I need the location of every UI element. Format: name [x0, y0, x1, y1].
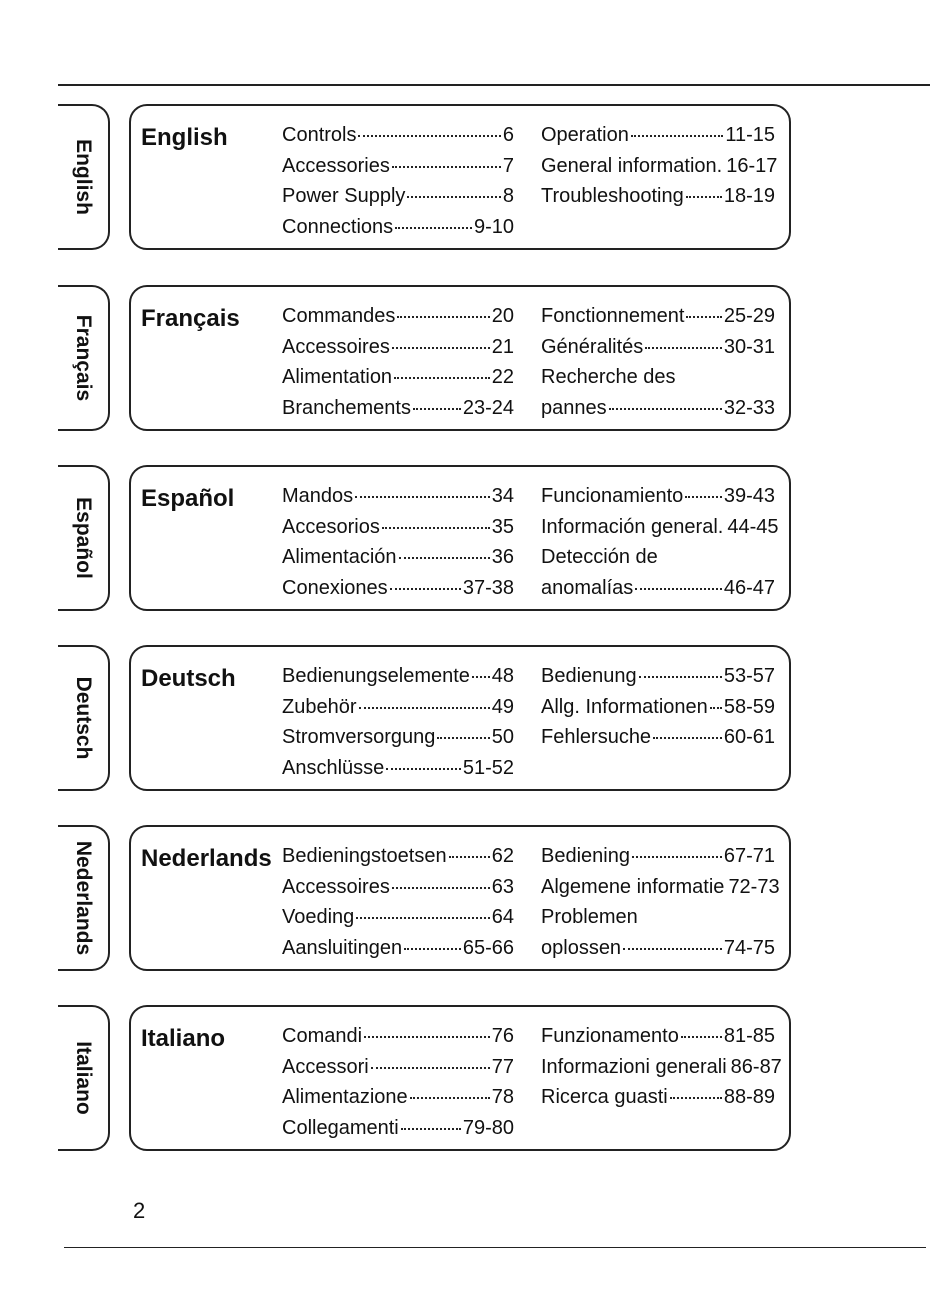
toc-entry[interactable] — [282, 1021, 514, 1052]
toc-entry-page: 25-29 — [723, 305, 775, 327]
toc-entry-page: 9-10 — [473, 215, 514, 238]
toc-entry-title: pannes — [541, 396, 607, 419]
toc-entry-page: 63 — [491, 875, 514, 898]
dot-leader — [710, 707, 722, 709]
toc-entry-title: Alimentación — [282, 546, 397, 568]
toc-entry[interactable] — [541, 722, 775, 753]
toc-entry-page: 77 — [491, 1055, 514, 1078]
toc-entry-title: Accessoires — [282, 335, 390, 358]
toc-entry-title: Connections — [282, 215, 394, 238]
toc-entry-title: oplossen — [541, 936, 622, 959]
toc-entry[interactable] — [282, 181, 514, 212]
toc-entry-title: Accesorios — [282, 515, 380, 538]
toc-entry-title: Accessories — [282, 154, 390, 177]
dot-leader — [410, 1097, 490, 1099]
toc-left-column — [282, 481, 514, 603]
toc-entry-title: Información general. — [541, 515, 724, 538]
dot-leader — [681, 1036, 722, 1038]
toc-entry-title: Voeding — [282, 906, 355, 928]
toc-entry-page: 60-61 — [723, 726, 775, 748]
language-tab-label: English — [72, 139, 95, 215]
toc-entry-page: 86-87 — [730, 1055, 782, 1078]
toc-entry[interactable] — [282, 1052, 514, 1083]
toc-box — [129, 285, 791, 431]
toc-entry-page: 7 — [502, 154, 514, 177]
toc-entry-page: 46-47 — [723, 576, 775, 599]
toc-entry-page: 11-15 — [725, 124, 775, 146]
dot-leader — [399, 557, 490, 559]
toc-entry-title: Généralités — [541, 335, 644, 358]
toc-right-column — [541, 481, 779, 603]
dot-leader — [392, 347, 490, 349]
toc-entry-title: Fonctionnement — [541, 305, 685, 327]
toc-left-column — [282, 301, 514, 423]
toc-entry[interactable] — [541, 1082, 775, 1113]
language-tab[interactable] — [58, 645, 110, 791]
dot-leader — [358, 135, 500, 137]
toc-entry-page: 18-19 — [723, 185, 775, 207]
language-heading: Nederlands — [141, 845, 272, 872]
toc-entry-title: Accessoires — [282, 875, 390, 898]
toc-left-column — [282, 661, 514, 783]
toc-entry-title: Conexiones — [282, 576, 388, 599]
toc-entry-page: 36 — [491, 546, 514, 568]
toc-entry-page: 30-31 — [723, 335, 775, 358]
language-tab[interactable] — [58, 825, 110, 971]
toc-entry-title: Bedienungselemente — [282, 665, 470, 687]
toc-entry-title: Informazioni generali — [541, 1055, 727, 1078]
toc-entry-page: 21 — [491, 335, 514, 358]
toc-entry[interactable] — [282, 722, 514, 753]
toc-entry[interactable] — [541, 1021, 775, 1052]
toc-entry[interactable] — [541, 393, 775, 424]
toc-entry-page: 81-85 — [723, 1025, 775, 1047]
toc-entry-page: 32-33 — [723, 396, 775, 419]
toc-entry-title: Recherche des — [541, 366, 676, 388]
toc-entry-title: Stromversorgung — [282, 726, 436, 748]
dot-leader — [392, 166, 501, 168]
toc-box — [129, 104, 791, 250]
toc-entry-title: Comandi — [282, 1025, 363, 1047]
toc-entry-page: 64 — [491, 906, 514, 928]
language-tab-label: Italiano — [72, 1041, 95, 1115]
toc-entry[interactable] — [282, 692, 514, 723]
top-rule — [58, 84, 930, 86]
toc-entry[interactable] — [282, 481, 514, 512]
toc-entry[interactable] — [282, 1082, 514, 1113]
dot-leader — [397, 316, 489, 318]
toc-entry-page: 8 — [502, 185, 514, 207]
toc-entry-page: 22 — [491, 366, 514, 388]
toc-entry[interactable] — [282, 933, 514, 964]
toc-section-english — [0, 104, 950, 256]
toc-box — [129, 1005, 791, 1151]
dot-leader — [401, 1128, 461, 1130]
language-tab-label: Español — [72, 497, 95, 579]
toc-entry-title: Funzionamento — [541, 1025, 679, 1047]
toc-entry[interactable] — [282, 332, 514, 363]
toc-entry-page: 44-45 — [727, 515, 779, 538]
toc-entry-page: 88-89 — [723, 1086, 775, 1108]
language-tab[interactable] — [58, 104, 110, 250]
toc-entry-title: Bedienung — [541, 665, 637, 687]
toc-entry[interactable] — [541, 512, 779, 543]
toc-entry-page: 51-52 — [462, 756, 514, 779]
toc-entry-title: Funcionamiento — [541, 485, 684, 507]
toc-entry[interactable] — [282, 393, 514, 424]
toc-entry[interactable] — [541, 661, 775, 692]
language-heading: English — [141, 124, 228, 151]
toc-entry-page: 20 — [491, 305, 514, 327]
toc-entry[interactable] — [282, 573, 514, 604]
toc-entry-title: Detección de — [541, 546, 658, 568]
toc-entry-page: 58-59 — [723, 695, 775, 718]
toc-entry[interactable] — [541, 332, 775, 363]
toc-entry-page: 50 — [491, 726, 514, 748]
dot-leader — [631, 135, 723, 137]
toc-right-column — [541, 1021, 782, 1113]
toc-entry-title: Troubleshooting — [541, 185, 684, 207]
toc-entry[interactable] — [541, 542, 775, 573]
toc-entry-title: Problemen — [541, 906, 638, 928]
toc-right-column — [541, 841, 780, 963]
toc-entry-title: Fehlersuche — [541, 726, 652, 748]
toc-entry[interactable] — [541, 872, 780, 903]
toc-entry[interactable] — [282, 512, 514, 543]
toc-entry-page: 23-24 — [462, 396, 514, 419]
toc-entry[interactable] — [541, 181, 775, 212]
toc-section-francais — [0, 285, 950, 437]
toc-entry[interactable] — [282, 753, 514, 784]
toc-entry[interactable] — [282, 212, 514, 243]
toc-entry-page: 48 — [491, 665, 514, 687]
dot-leader — [472, 676, 490, 678]
toc-entry-page: 65-66 — [462, 936, 514, 959]
language-tab-label: Nederlands — [72, 840, 95, 956]
toc-entry-page: 6 — [502, 124, 514, 146]
toc-section-espanol — [0, 465, 950, 617]
dot-leader — [685, 496, 722, 498]
toc-entry-page: 49 — [491, 695, 514, 718]
toc-entry-title: Power Supply — [282, 185, 406, 207]
language-tab-label: Deutsch — [72, 676, 95, 760]
toc-entry-page: 35 — [491, 515, 514, 538]
language-heading: Français — [141, 305, 240, 332]
toc-left-column — [282, 1021, 514, 1143]
toc-entry-page: 72-73 — [728, 875, 780, 898]
toc-entry-title: Algemene informatie — [541, 875, 725, 898]
toc-entry[interactable] — [541, 841, 775, 872]
toc-entry-title: Aansluitingen — [282, 936, 403, 959]
toc-entry[interactable] — [282, 301, 514, 332]
dot-leader — [623, 948, 722, 950]
dot-leader — [371, 1067, 490, 1069]
page-number: 2 — [133, 1198, 146, 1223]
dot-leader — [632, 856, 722, 858]
toc-right-column — [541, 301, 775, 423]
toc-entry[interactable] — [541, 933, 775, 964]
toc-entry[interactable] — [282, 542, 514, 573]
toc-entry-page: 74-75 — [723, 936, 775, 959]
toc-entry-title: Alimentation — [282, 366, 393, 388]
toc-right-column — [541, 120, 778, 212]
toc-entry-title: Controls — [282, 124, 357, 146]
toc-entry[interactable] — [282, 362, 514, 393]
bottom-rule — [64, 1247, 926, 1248]
toc-entry-title: Branchements — [282, 396, 411, 419]
toc-entry-page: 67-71 — [723, 845, 775, 867]
toc-entry-title: General information. — [541, 154, 723, 177]
toc-entry-title: Alimentazione — [282, 1086, 408, 1108]
toc-entry-title: Ricerca guasti — [541, 1086, 668, 1108]
toc-entry[interactable] — [541, 120, 775, 151]
dot-leader — [395, 227, 472, 229]
dot-leader — [437, 737, 489, 739]
language-tab[interactable] — [58, 285, 110, 431]
dot-leader — [639, 676, 722, 678]
toc-section-italiano — [0, 1005, 950, 1157]
dot-leader — [359, 707, 490, 709]
toc-box — [129, 825, 791, 971]
dot-leader — [386, 768, 461, 770]
toc-entry[interactable] — [541, 1052, 782, 1083]
toc-left-column — [282, 120, 514, 242]
toc-entry-page: 53-57 — [723, 665, 775, 687]
toc-entry[interactable] — [282, 902, 514, 933]
toc-entry-title: Anschlüsse — [282, 756, 385, 779]
toc-entry-title: Mandos — [282, 485, 354, 507]
toc-box — [129, 645, 791, 791]
toc-entry-title: Zubehör — [282, 695, 357, 718]
toc-entry-page: 79-80 — [462, 1116, 514, 1139]
toc-entry[interactable] — [282, 872, 514, 903]
toc-entry-title: Accessori — [282, 1055, 369, 1078]
dot-leader — [355, 496, 490, 498]
toc-right-column — [541, 661, 775, 753]
dot-leader — [635, 588, 722, 590]
dot-leader — [394, 377, 490, 379]
toc-entry[interactable] — [282, 120, 514, 151]
toc-entry-page: 39-43 — [723, 485, 775, 507]
language-tab[interactable] — [58, 1005, 110, 1151]
dot-leader — [686, 196, 722, 198]
dot-leader — [382, 527, 490, 529]
toc-entry-page: 34 — [491, 485, 514, 507]
dot-leader — [449, 856, 490, 858]
toc-box — [129, 465, 791, 611]
dot-leader — [364, 1036, 490, 1038]
toc-entry-page: 76 — [491, 1025, 514, 1047]
dot-leader — [392, 887, 490, 889]
language-heading: Italiano — [141, 1025, 226, 1052]
language-heading: Deutsch — [141, 665, 236, 692]
toc-entry[interactable] — [282, 841, 514, 872]
dot-leader — [670, 1097, 722, 1099]
toc-entry-title: Bediening — [541, 845, 630, 867]
dot-leader — [407, 196, 500, 198]
toc-entry-page: 16-17 — [726, 154, 778, 177]
language-heading: Español — [141, 485, 235, 512]
toc-left-column — [282, 841, 514, 963]
toc-section-nederlands — [0, 825, 950, 977]
toc-entry[interactable] — [282, 1113, 514, 1144]
dot-leader — [653, 737, 722, 739]
dot-leader — [413, 408, 461, 410]
toc-entry[interactable] — [282, 151, 514, 182]
toc-entry[interactable] — [541, 151, 778, 182]
toc-entry[interactable] — [541, 481, 775, 512]
toc-entry[interactable] — [541, 573, 775, 604]
toc-entry[interactable] — [282, 661, 514, 692]
language-tab[interactable] — [58, 465, 110, 611]
toc-entry-title: anomalías — [541, 576, 634, 599]
toc-entry-title: Commandes — [282, 305, 396, 327]
dot-leader — [609, 408, 722, 410]
toc-entry-title: Bedieningstoetsen — [282, 845, 447, 867]
toc-entry-page: 37-38 — [462, 576, 514, 599]
dot-leader — [390, 588, 461, 590]
toc-entry[interactable] — [541, 692, 775, 723]
toc-entry[interactable] — [541, 362, 775, 393]
toc-entry[interactable] — [541, 902, 775, 933]
dot-leader — [645, 347, 722, 349]
toc-section-deutsch — [0, 645, 950, 797]
dot-leader — [356, 917, 489, 919]
toc-entry-title: Collegamenti — [282, 1116, 399, 1139]
toc-entry-page: 78 — [491, 1086, 514, 1108]
toc-entry[interactable] — [541, 301, 775, 332]
toc-entry-page: 62 — [491, 845, 514, 867]
language-tab-label: Français — [72, 314, 95, 402]
toc-entry-title: Allg. Informationen — [541, 695, 708, 718]
dot-leader — [686, 316, 721, 318]
dot-leader — [404, 948, 461, 950]
toc-entry-title: Operation — [541, 124, 629, 146]
